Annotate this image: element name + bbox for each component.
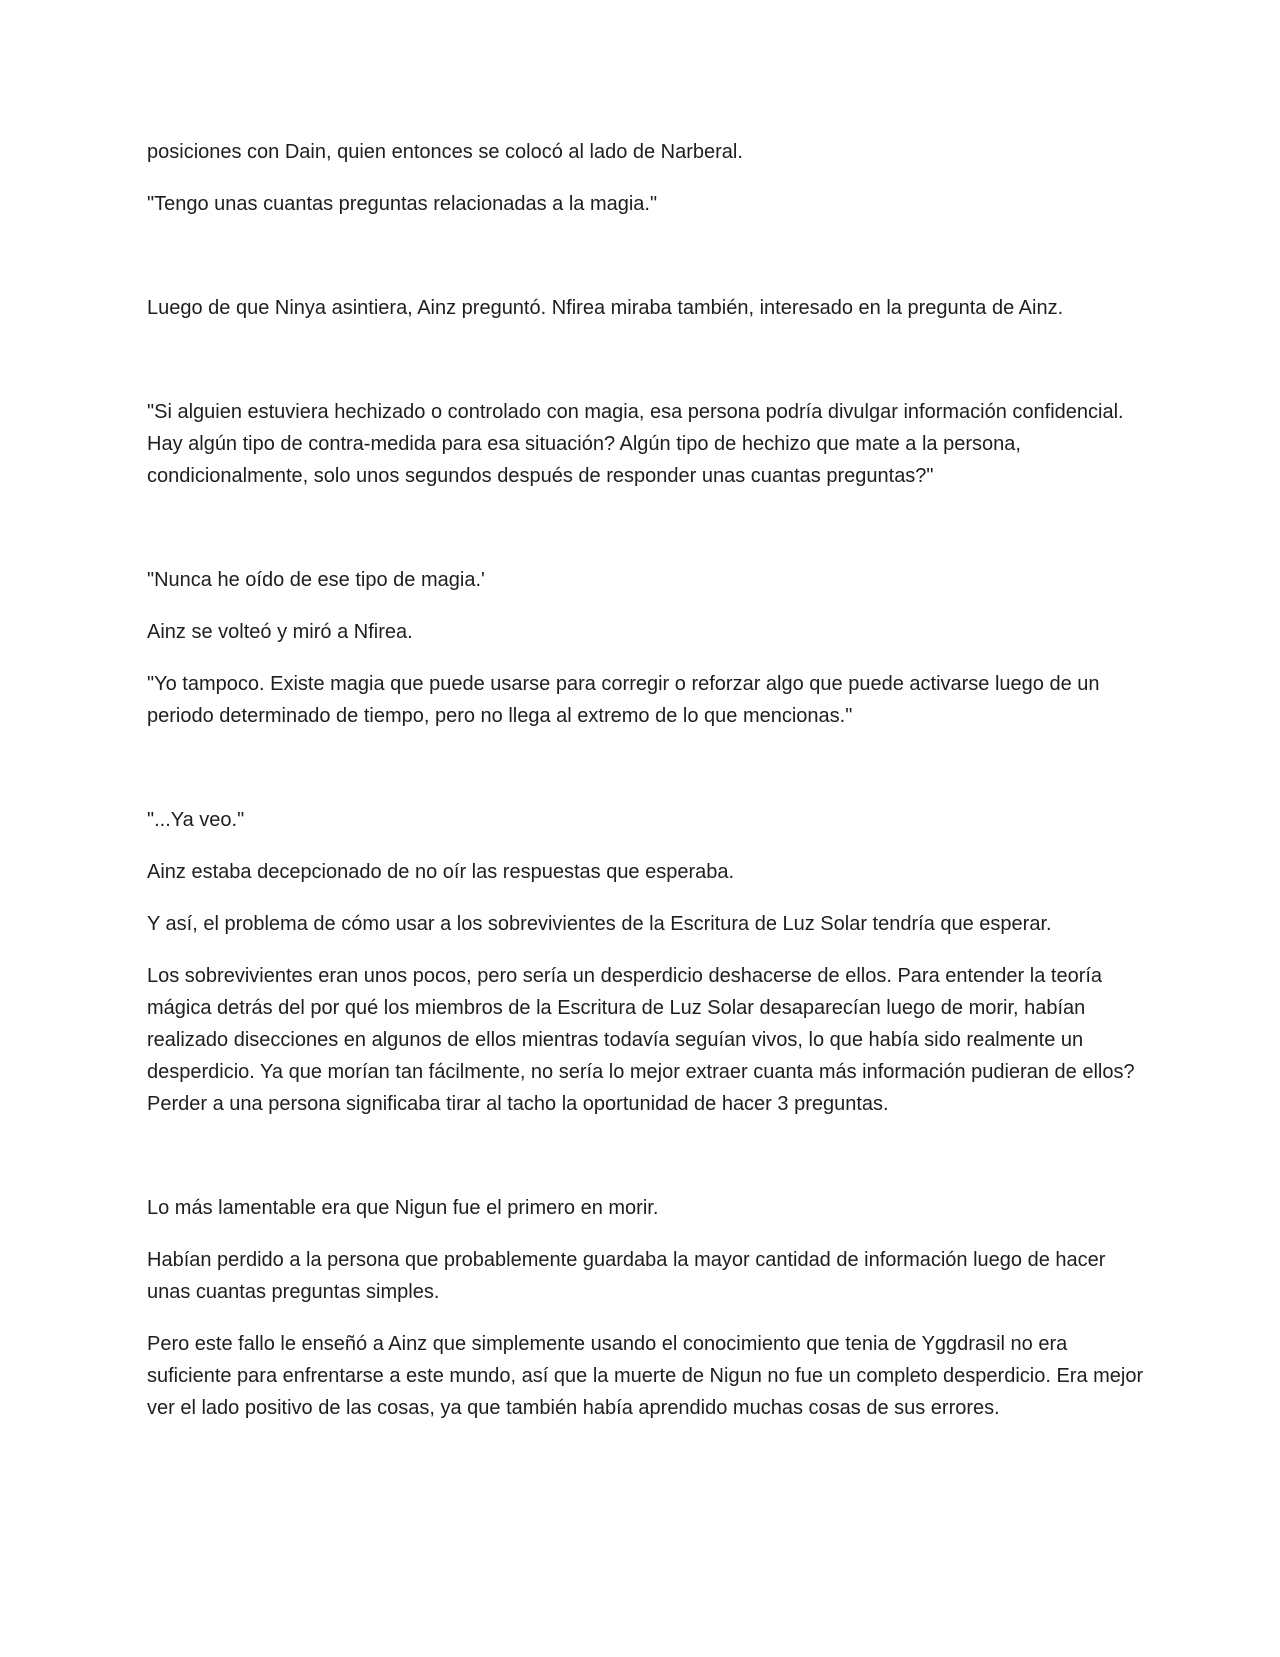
paragraph-12: Lo más lamentable era que Nigun fue el primero en morir. (147, 1197, 659, 1219)
paragraph-2: "Tengo unas cuantas preguntas relacionadas a la magia." (147, 193, 658, 215)
paragraph-1: posiciones con Dain, quien entonces se colocó al lado de Narberal. (147, 141, 743, 163)
paragraph-8: "...Ya veo." (147, 809, 245, 831)
paragraph-6: Ainz se volteó y miró a Nfirea. (147, 621, 413, 643)
paragraph-10: Y así, el problema de cómo usar a los sobrevivientes de la Escritura de Luz Solar tendría que esperar. (147, 913, 1052, 935)
paragraph-14: Pero este fallo le enseñó a Ainz que simplemente usando el conocimiento que tenia de Yggdrasil no era suficiente para enfrentarse a este mundo, así que la muerte de Nigun no fue un completo desperdicio. Era mejor ver el lado positivo de las cosas, ya que también había aprendido muchas cosas de sus errores. (147, 1333, 1144, 1419)
paragraph-7: "Yo tampoco. Existe magia que puede usarse para corregir o reforzar algo que puede activarse luego de un periodo determinado de tiempo, pero no llega al extremo de lo que mencionas." (147, 673, 1100, 727)
paragraph-3: Luego de que Ninya asintiera, Ainz preguntó. Nfirea miraba también, interesado en la pregunta de Ainz. (147, 297, 1064, 319)
document-body (147, 136, 1147, 1444)
paragraph-4: "Si alguien estuviera hechizado o controlado con magia, esa persona podría divulgar información confidencial. Hay algún tipo de contra-medida para esa situación? Algún tipo de hechizo que mate a la persona, condicionalmente, solo unos segundos después de responder unas cuantas preguntas?" (147, 401, 1124, 487)
paragraph-13: Habían perdido a la persona que probablemente guardaba la mayor cantidad de información luego de hacer unas cuantas preguntas simples. (147, 1249, 1106, 1303)
paragraph-5: "Nunca he oído de ese tipo de magia.' (147, 569, 485, 591)
paragraph-11: Los sobrevivientes eran unos pocos, pero sería un desperdicio deshacerse de ellos. Para entender la teoría mágica detrás del por qué los miembros de la Escritura de Luz Solar desaparecían luego de morir, habían realizado disecciones en algunos de ellos mientras todavía seguían vivos, lo que había sido realmente un desperdicio. Ya que morían tan fácilmente, no sería lo mejor extraer cuanta más información pudieran de ellos? Perder a una persona significaba tirar al tacho la oportunidad de hacer 3 preguntas. (147, 965, 1135, 1115)
paragraph-9: Ainz estaba decepcionado de no oír las respuestas que esperaba. (147, 861, 735, 883)
